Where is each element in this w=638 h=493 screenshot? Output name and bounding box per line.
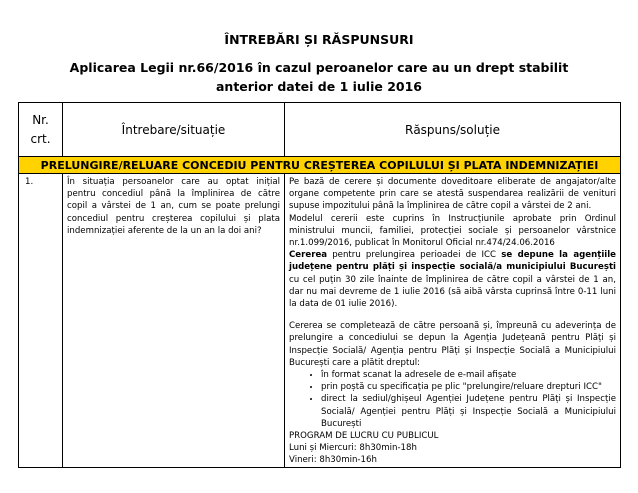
answer-paragraph-1: Pe bază de cerere și documente doveditoare eliberate de angajator/alte organe competente prin care se atestă suspendarea realizării de venituri supuse impozitului până la împlinirea de către copil a vârstei de 2 ani.	[289, 177, 616, 212]
row-number: 1.	[19, 174, 63, 468]
answer-paragraph-3	[289, 249, 616, 310]
answer-p3-bold-2: se depune la agențiile județene pentru plăți și inspecție socială/a municipiului București	[289, 250, 616, 273]
section-title: PRELUNGIRE/RELUARE CONCEDIU PENTRU CREȘTEREA COPILULUI ȘI PLATA INDEMNIZAȚIEI	[19, 157, 621, 174]
answer-paragraph-4: Cererea se completează de către persoană și, împreună cu adeverința de prelungire a concediului se depun la Agenția Județeană pentru Plăți și Inspecție Socială/ Agenția pentru Plăți și Inspecție Socială a Municipiului București care a plătit dreptul:	[289, 321, 616, 368]
list-item: • direct la sediul/ghișeul Agenției Județene pentru Plăți și Inspecție Socială/ Agenției pentru Plăți și Inspecție Socială a Municipiului București	[321, 393, 616, 430]
row-question: În situația persoanelor care au optat inițial pentru concediul până la împlinirea de către copil a vârstei de 1 an, cum se poate prelungi concediul pentru creșterea copilului și plata indemnizației aferente de la un an la doi ani?	[63, 174, 285, 468]
answer-p3-bold-1: Cererea	[289, 250, 328, 261]
list-item: • în format scanat la adresele de e-mail afișate	[321, 369, 616, 381]
table-header-row	[19, 103, 621, 157]
program-title: PROGRAM DE LUCRU CU PUBLICUL	[289, 431, 439, 442]
answer-paragraph-2: Modelul cererii este cuprins în Instrucțiunile aprobate prin Ordinul ministrului muncii, familiei, protecției sociale și persoanelor vârstnice nr.1.099/2016, publicat în Monitorul Oficial nr.474/24.06.2016	[289, 213, 616, 249]
header-nr-crt	[19, 103, 63, 157]
page-subtitle: Aplicarea Legii nr.66/2016 în cazul peroanelor care au un drept stabilit anterior datei de 1 iulie 2016	[69, 60, 569, 94]
list-item: • prin poștă cu specificația pe plic "prelungire/reluare drepturi ICC"	[321, 381, 616, 393]
qa-table	[18, 102, 621, 468]
answer-p3-text-2: cu cel puțin 30 zile înainte de împlinirea de către copil a vârstei de 1 an, dar nu mai devreme de 1 iulie 2016 (să aibă vârsta cuprinsă între 0-11 luni la data de 01 iulie 2016).	[289, 274, 616, 310]
header-nr-line2: crt.	[30, 131, 51, 146]
program-line-1: Luni și Miercuri: 8h30min-18h	[289, 443, 417, 454]
answer-p3-text-1: pentru prelungirea perioadei de ICC	[327, 250, 502, 261]
row-answer	[285, 174, 621, 468]
submission-methods-list	[289, 369, 616, 430]
paragraph-gap	[289, 310, 616, 320]
header-question: Întrebare/situație	[63, 103, 285, 157]
header-answer: Răspuns/soluție	[285, 103, 621, 157]
section-row	[19, 157, 621, 174]
page-title: ÎNTREBĂRI ȘI RĂSPUNSURI	[224, 32, 414, 47]
program-line-2: Vineri: 8h30min-16h	[289, 455, 377, 466]
table-row	[19, 174, 621, 468]
header-nr-line1: Nr.	[32, 112, 49, 127]
